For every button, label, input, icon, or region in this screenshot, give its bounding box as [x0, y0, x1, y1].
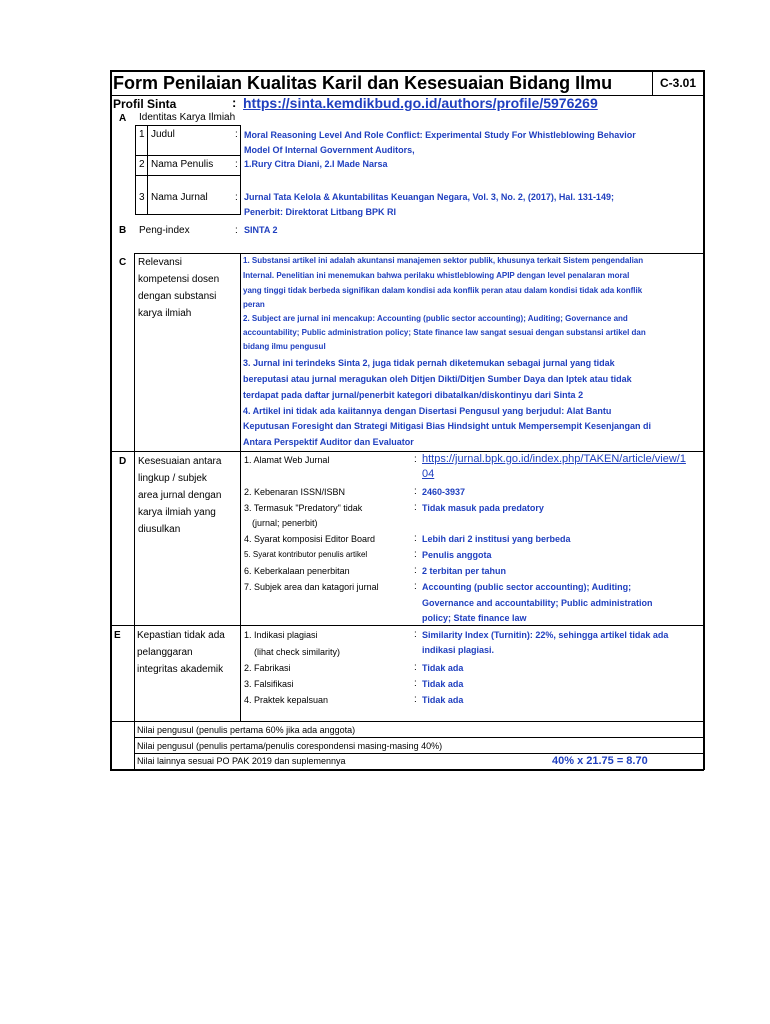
d-item4-value: Lebih dari 2 institusi yang berbeda — [422, 534, 571, 544]
cde-left-rule — [134, 253, 135, 770]
footer-top-rule — [110, 721, 704, 722]
c-p3-line2: bereputasi atau jurnal meragukan oleh Ditjen Dikti/Ditjen Sumber Daya dan Iptek atau tidak — [243, 374, 632, 384]
d-item1-url-2[interactable]: 04 — [422, 468, 435, 480]
section-d-label-1: Kesesuaian antara — [138, 456, 222, 467]
footer-row3-rule — [134, 753, 704, 754]
a-item1-colon: : — [235, 129, 238, 140]
d-item5-label: 5. Syarat kontributor penulis artikel — [244, 550, 368, 559]
a-num-rule — [147, 125, 148, 215]
a-item1-value-1: Moral Reasoning Level And Role Conflict: Experimental Study For Whistleblowing Behavior — [244, 130, 636, 140]
table-border-right — [703, 70, 705, 770]
c-p3-line3: terdapat pada daftar jurnal/penerbit kategori dibatalkan/diskontinyu dari Sinta 2 — [243, 390, 584, 400]
d-item1-colon: : — [414, 454, 417, 465]
e-top-rule — [110, 625, 704, 626]
a-item3-colon: : — [235, 192, 238, 203]
section-e-label-1: Kepastian tidak ada — [137, 630, 225, 641]
d-item4-label: 4. Syarat komposisi Editor Board — [244, 534, 376, 544]
a-row1-rule — [135, 155, 240, 156]
d-item7-value-3: policy; State finance law — [422, 613, 527, 623]
code-divider — [652, 70, 653, 96]
c-p2-line3: bidang ilmu pengusul — [243, 342, 326, 351]
e-item2-label: 2. Fabrikasi — [244, 663, 291, 673]
d-item3-value: Tidak masuk pada predatory — [422, 503, 544, 513]
e-item1-label-2: (lihat check similarity) — [254, 647, 341, 657]
d-item6-label: 6. Keberkalaan penerbitan — [244, 566, 350, 576]
d-item5-value: Penulis anggota — [422, 550, 492, 560]
c-p4-line1: 4. Artikel ini tidak ada kaiitannya dengan Disertasi Pengusul yang berjudul: Alat Bantu — [243, 406, 612, 416]
section-d-letter: D — [119, 456, 127, 467]
section-d-label-5: diusulkan — [138, 524, 181, 535]
section-b-value: SINTA 2 — [244, 225, 278, 235]
a-label-rule — [240, 125, 241, 215]
e-item2-value: Tidak ada — [422, 663, 464, 673]
d-item1-url-1[interactable]: https://jurnal.bpk.go.id/index.php/TAKEN/article/view/1 — [422, 453, 686, 465]
d-item2-colon: : — [414, 486, 417, 497]
d-item3-label-2: (jurnal; penerbit) — [252, 518, 318, 528]
a-item2-label: Nama Penulis — [151, 159, 214, 170]
footer-row-2: Nilai pengusul (penulis pertama/penulis corespondensi masing-masing 40%) — [137, 741, 443, 751]
table-border-left — [110, 70, 112, 770]
e-item3-value: Tidak ada — [422, 679, 464, 689]
a-row2-rule — [135, 175, 240, 176]
d-item5-colon: : — [414, 549, 417, 560]
footer-row-1: Nilai pengusul (penulis pertama 60% jika ada anggota) — [137, 725, 356, 735]
e-item4-label: 4. Praktek kepalsuan — [244, 695, 329, 705]
d-item4-colon: : — [414, 533, 417, 544]
section-e-label-2: pelanggaran — [137, 647, 193, 658]
e-item2-colon: : — [414, 662, 417, 673]
c-p4-line2: Keputusan Foresight dan Strategi Mitigasi Bias Hindsight untuk Mempersempit Kesenjangan di — [243, 421, 652, 431]
c-p1-line2: Internal. Penelitian ini menemukan bahwa perilaku whistleblowing APIP dengan level penalaran moral — [243, 271, 630, 280]
a-item2-value: 1.Rury Citra Diani, 2.I Made Narsa — [244, 159, 388, 169]
footer-row2-rule — [134, 737, 704, 738]
e-item4-value: Tidak ada — [422, 695, 464, 705]
d-item6-value: 2 terbitan per tahun — [422, 566, 507, 576]
c-content-rule — [240, 253, 241, 451]
c-p1-line3: yang tinggi tidak berbeda signifikan dalam kondisi ada konflik peran atau dalam kondisi tidak ada konflik — [243, 286, 643, 295]
e-item1-label: 1. Indikasi plagiasi — [244, 630, 318, 640]
e-item1-value-1: Similarity Index (Turnitin): 22%, sehingga artikel tidak ada — [422, 630, 669, 640]
form-code: C-3.01 — [660, 76, 697, 90]
c-p1-line4: peran — [243, 300, 265, 309]
a-item1-num: 1 — [139, 129, 145, 140]
a-top-rule — [135, 125, 240, 126]
a-item2-num: 2 — [139, 159, 145, 170]
section-b-letter: B — [119, 225, 127, 236]
d-item2-label: 2. Kebenaran ISSN/ISBN — [244, 487, 346, 497]
a-item3-num: 3 — [139, 192, 145, 203]
d-item7-label: 7. Subjek area dan katagori jurnal — [244, 582, 379, 592]
profile-url-link[interactable]: https://sinta.kemdikbud.go.id/authors/profile/5976269 — [243, 95, 598, 111]
e-item3-colon: : — [414, 678, 417, 689]
section-c-label-4: karya ilmiah — [138, 308, 192, 319]
a-item3-value-2: Penerbit: Direktorat Litbang BPK RI — [244, 207, 397, 217]
d-item1-label: 1. Alamat Web Jurnal — [244, 455, 330, 465]
d-item3-colon: : — [414, 502, 417, 513]
c-top-rule — [134, 253, 704, 254]
section-d-label-4: karya ilmiah yang — [138, 507, 216, 518]
a-item3-value-1: Jurnal Tata Kelola & Akuntabilitas Keuangan Negara, Vol. 3, No. 2, (2017), Hal. 131-149; — [244, 192, 614, 202]
c-p3-line1: 3. Jurnal ini terindeks Sinta 2, juga tidak pernah diketemukan sebagai jurnal yang tidak — [243, 358, 615, 368]
profile-label: Profil Sinta — [113, 97, 177, 111]
d-item7-colon: : — [414, 581, 417, 592]
section-b-colon: : — [235, 225, 238, 236]
e-item3-label: 3. Falsifikasi — [244, 679, 294, 689]
d-item6-colon: : — [414, 565, 417, 576]
a-row3-rule — [135, 214, 240, 215]
e-item4-colon: : — [414, 694, 417, 705]
section-e-letter: E — [114, 630, 121, 641]
section-c-letter: C — [119, 257, 127, 268]
footer-result: 40% x 21.75 = 8.70 — [552, 755, 648, 767]
d-item2-value: 2460-3937 — [422, 487, 466, 497]
d-label-rule — [240, 451, 241, 721]
e-item1-value-2: indikasi plagiasi. — [422, 645, 495, 655]
a-item3-label: Nama Jurnal — [151, 192, 208, 203]
e-item1-colon: : — [414, 629, 417, 640]
section-a-letter: A — [119, 113, 127, 124]
d-item7-value-2: Governance and accountability; Public administration — [422, 598, 653, 608]
section-e-label-3: integritas akademik — [137, 664, 224, 675]
a-item1-label: Judul — [151, 129, 175, 140]
a-left-rule — [135, 125, 136, 215]
table-border-bottom — [110, 769, 704, 771]
profile-colon: : — [232, 95, 237, 110]
a-item1-value-2: Model Of Internal Government Auditors, — [244, 145, 415, 155]
a-item2-colon: : — [235, 159, 238, 170]
d-item7-value-1: Accounting (public sector accounting); Auditing; — [422, 582, 632, 592]
section-d-label-2: lingkup / subjek — [138, 473, 207, 484]
section-b-label: Peng-index — [139, 225, 190, 236]
d-item3-label: 3. Termasuk "Predatory" tidak — [244, 503, 363, 513]
page-title: Form Penilaian Kualitas Karil dan Kesesuaian Bidang Ilmu — [113, 73, 613, 93]
section-c-label-3: dengan substansi — [138, 291, 217, 302]
c-p2-line1: 2. Subject are jurnal ini mencakup: Accounting (public sector accounting); Auditing; Governance and — [243, 314, 628, 323]
section-c-label-2: kompetensi dosen — [138, 274, 220, 285]
section-c-label-1: Relevansi — [138, 257, 182, 268]
c-p1-line1: 1. Substansi artikel ini adalah akuntansi manajemen sektor publik, khusunya terkait Sistem pengendalian — [243, 256, 644, 265]
c-p2-line2: accountability; Public administration policy; State finance law sangat sesuai dengan substansi artikel dan — [243, 328, 646, 337]
section-a-title: Identitas Karya Ilmiah — [139, 112, 236, 123]
section-d-label-3: area jurnal dengan — [138, 490, 222, 501]
footer-row-3: Nilai lainnya sesuai PO PAK 2019 dan suplemennya — [137, 756, 346, 766]
c-p4-line3: Antara Perspektif Auditor dan Evaluator — [243, 437, 414, 447]
